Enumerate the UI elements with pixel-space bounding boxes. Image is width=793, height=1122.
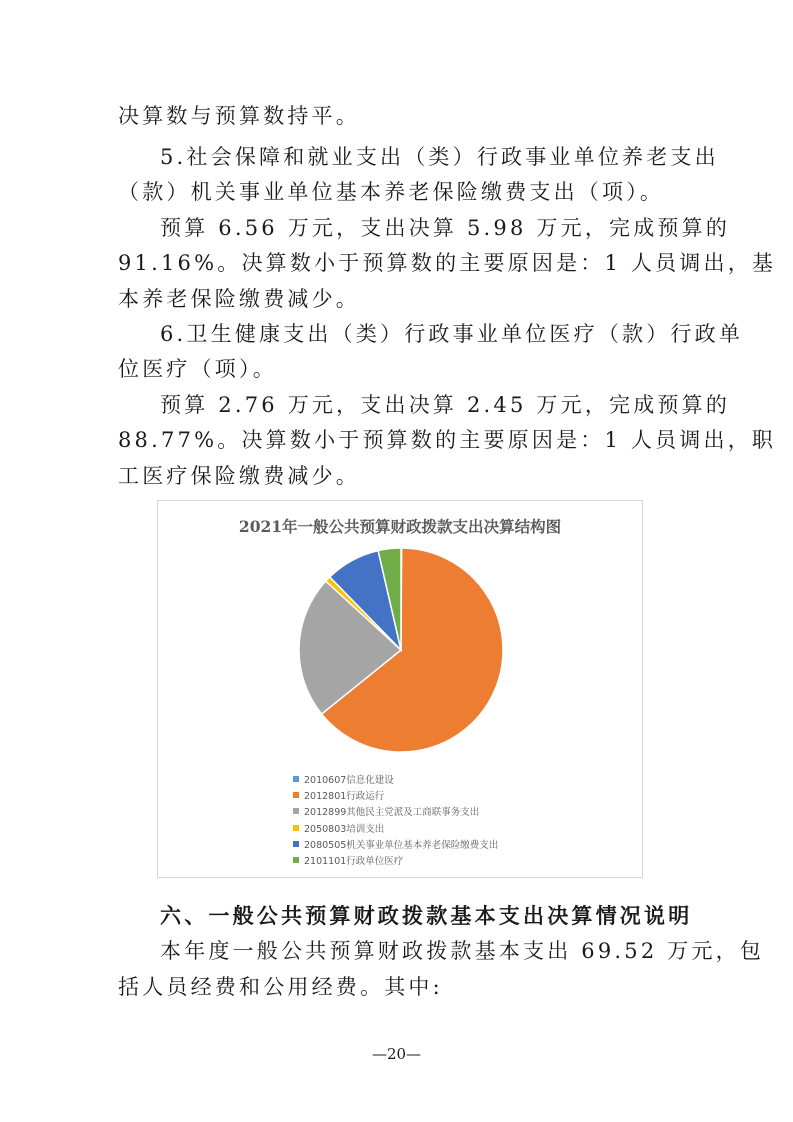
legend-label: 2012899其他民主党派及工商联事务支出 [304,807,480,819]
legend-item-2 [293,805,498,821]
paragraph-line: 工医疗保险缴费减少。 [118,464,360,488]
legend-swatch [293,825,299,831]
paragraph-line: 决算数与预算数持平。 [118,104,360,128]
legend-label: 2101101行政单位医疗 [304,855,404,867]
paragraph-line: 括人员经费和公用经费。其中: [118,975,443,999]
legend-item-5 [293,854,498,870]
section-6-heading: 6.卫生健康支出（类）行政事业单位医疗（款）行政单 [160,322,744,346]
legend-label: 2080505机关事业单位基本养老保险缴费支出 [304,839,499,851]
chart-legend [293,773,498,870]
paragraph-line: 88.77%。决算数小于预算数的主要原因是：1 人员调出，职 [118,428,777,452]
legend-label: 2012801行政运行 [304,791,385,803]
paragraph-line: 预算 6.56 万元，支出决算 5.98 万元，完成预算的 [160,216,731,240]
legend-item-3 [293,822,498,838]
legend-item-4 [293,838,498,854]
section-six-heading: 六、一般公共预算财政拨款基本支出决算情况说明 [160,903,693,928]
legend-item-0 [293,773,498,789]
legend-swatch [293,792,299,798]
paragraph-line: 91.16%。决算数小于预算数的主要原因是：1 人员调出，基 [118,251,777,275]
paragraph-line: （款）机关事业单位基本养老保险缴费支出（项）。 [118,180,665,204]
paragraph-line: 本养老保险缴费减少。 [118,287,360,311]
legend-label: 2010607信息化建设 [304,775,394,786]
paragraph-line: 位医疗（项）。 [118,357,277,381]
chart-title: 2021年一般公共预算财政拨款支出决算结构图 [238,517,562,536]
legend-swatch [293,841,299,847]
paragraph-line: 本年度一般公共预算财政拨款基本支出 69.52 万元，包 [160,939,765,963]
legend-label: 2050803培训支出 [304,823,385,835]
section-5-heading: 5.社会保障和就业支出（类）行政事业单位养老支出 [160,145,719,169]
legend-item-1 [293,789,498,805]
legend-swatch [293,776,299,782]
paragraph-line: 预算 2.76 万元，支出决算 2.45 万元，完成预算的 [160,393,731,417]
page-number: —20— [371,1045,422,1063]
legend-swatch [293,808,299,814]
legend-swatch [293,857,299,863]
pie-chart-figure [157,500,643,878]
